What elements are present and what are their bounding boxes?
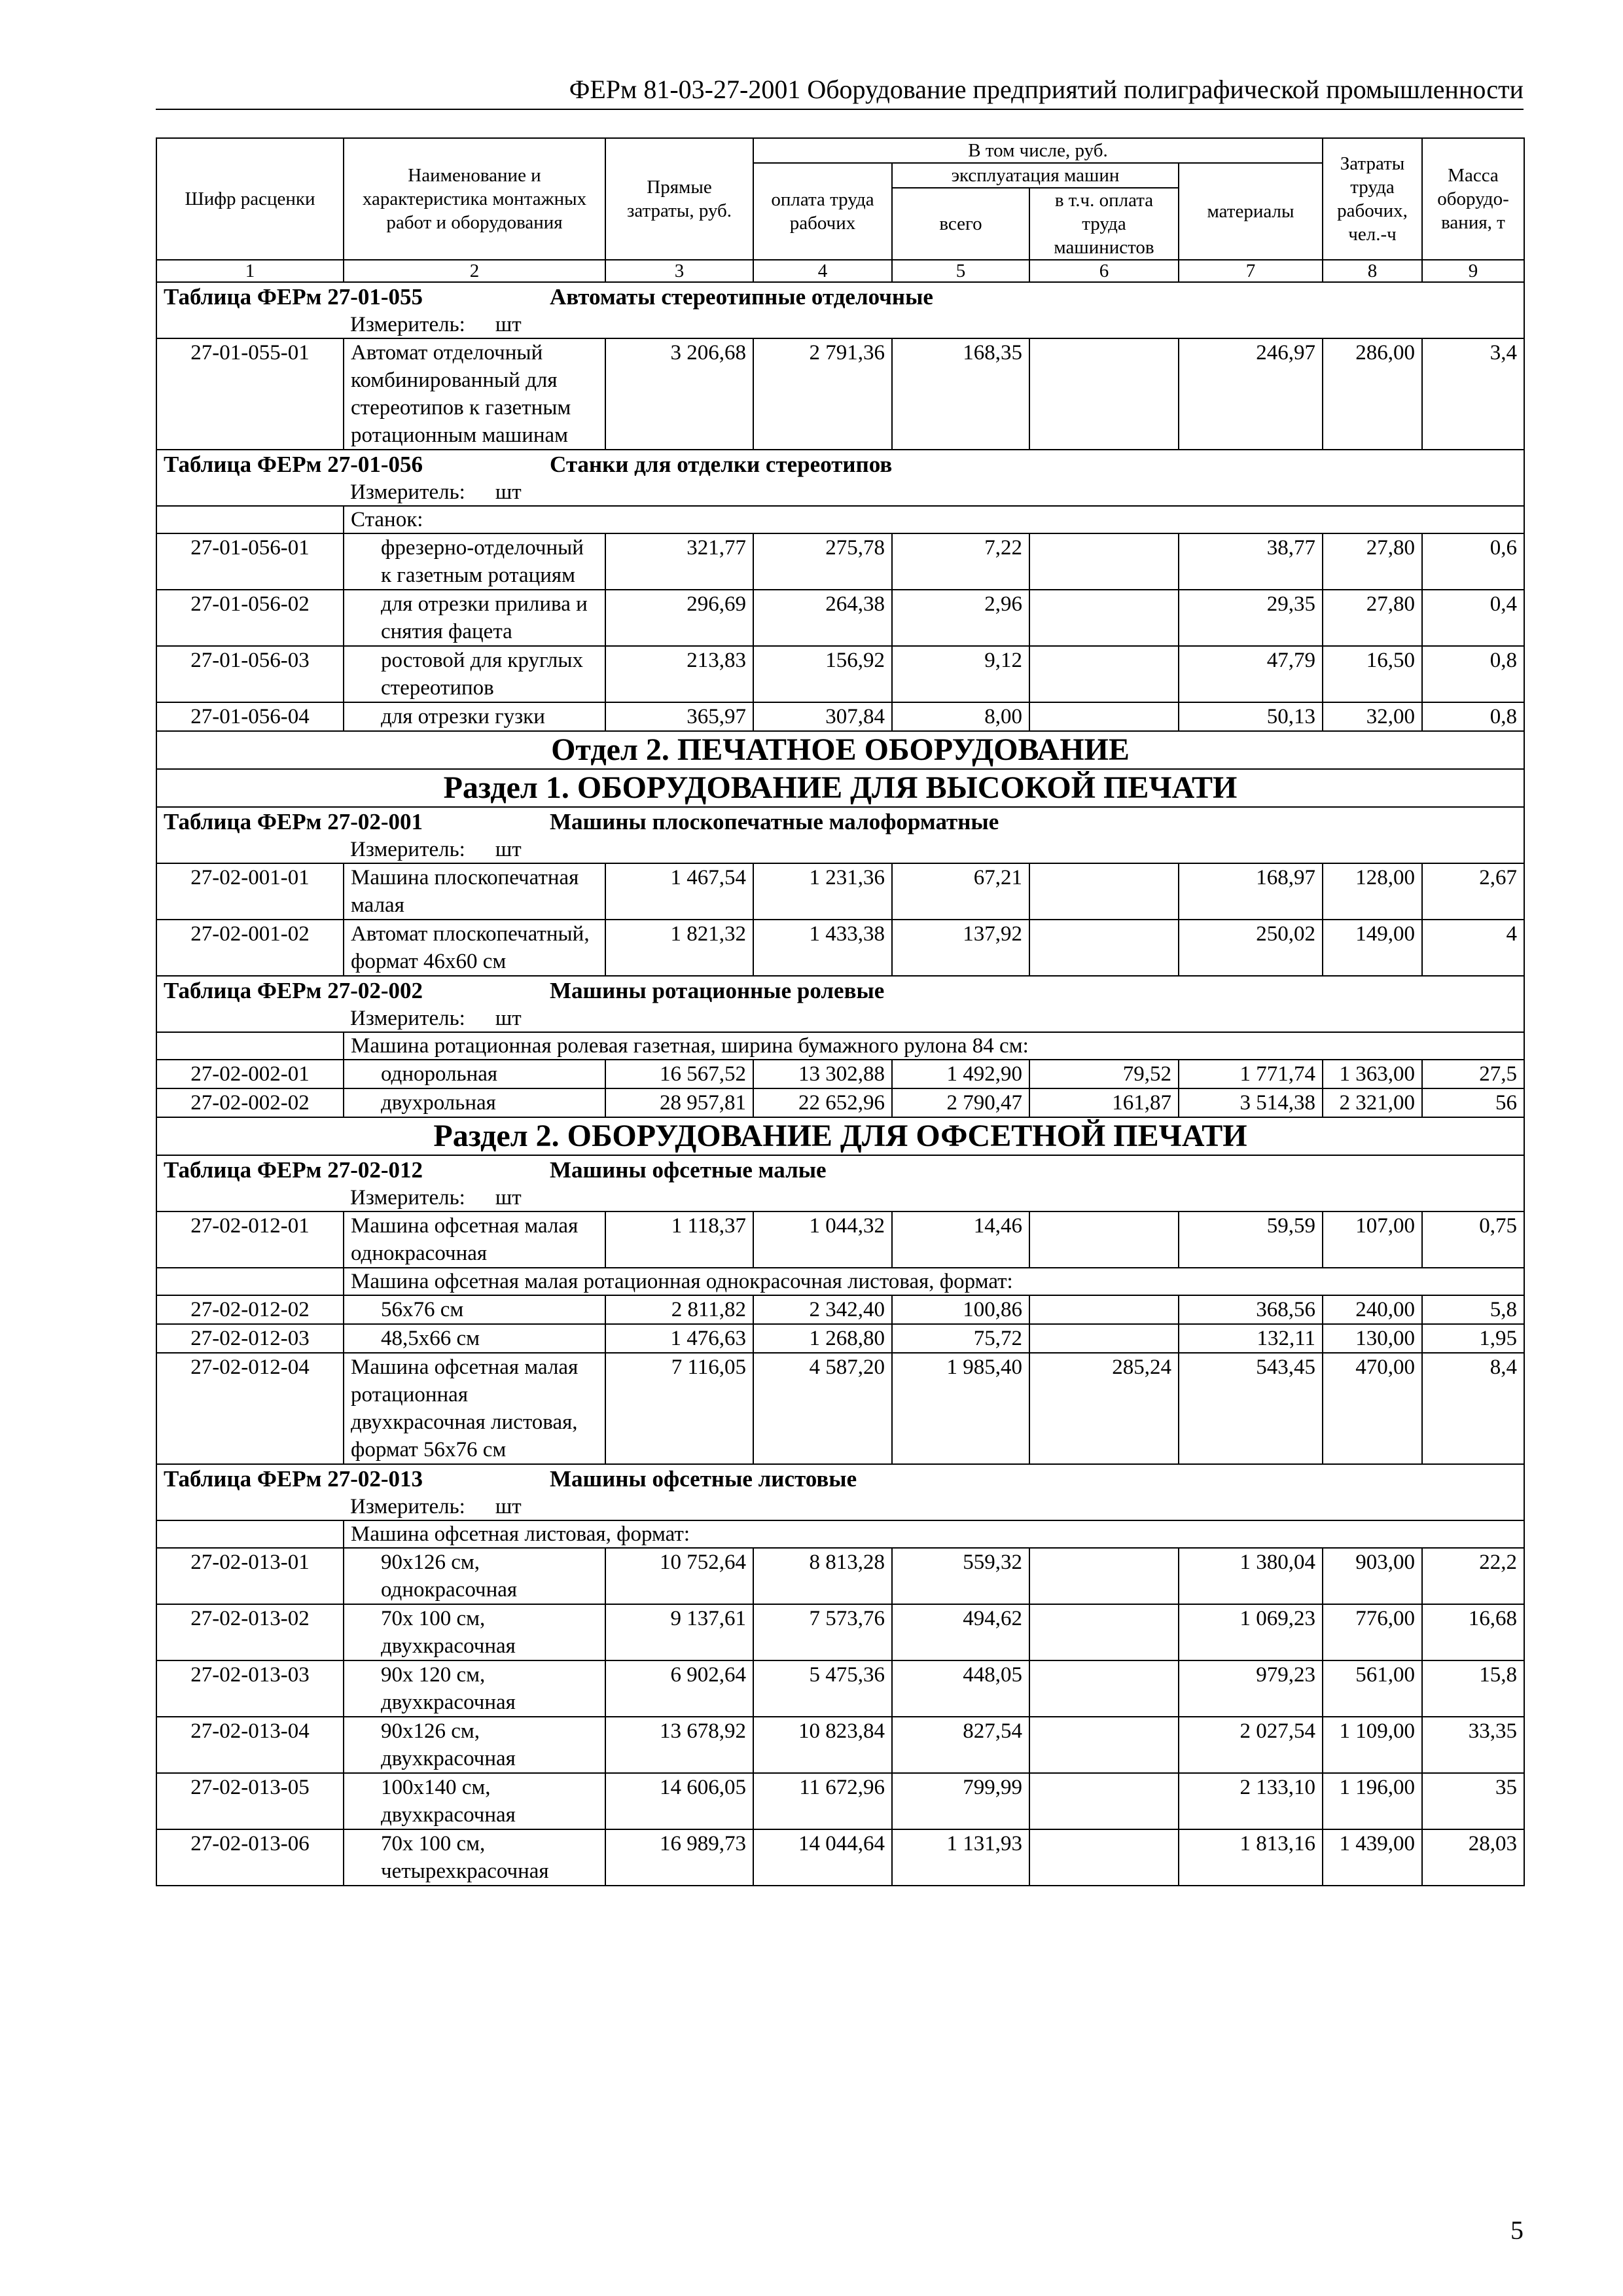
rate-code: 27-02-012-01 — [156, 1211, 344, 1268]
page-number: 5 — [1510, 2215, 1524, 2245]
blank-cell — [156, 506, 344, 533]
direct-cost: 365,97 — [605, 702, 753, 731]
rate-code: 27-01-056-01 — [156, 533, 344, 590]
rate-code: 27-02-002-02 — [156, 1088, 344, 1117]
machine-cost: 1 492,90 — [892, 1060, 1029, 1088]
machine-cost: 559,32 — [892, 1548, 1029, 1604]
table-title-row — [156, 976, 1524, 1005]
rate-row — [156, 1353, 1524, 1464]
col-header-code: Шифр расценки — [156, 138, 344, 260]
materials-cost: 59,59 — [1179, 1211, 1323, 1268]
machinist-pay — [1029, 646, 1179, 702]
machine-cost: 494,62 — [892, 1604, 1029, 1660]
equipment-mass: 28,03 — [1422, 1829, 1524, 1886]
unit-row — [156, 479, 1524, 506]
col-header-labor-pay: оплата труда рабочих — [753, 163, 892, 260]
section-title: Раздел 1. ОБОРУДОВАНИЕ ДЛЯ ВЫСОКОЙ ПЕЧАТИ — [156, 769, 1524, 807]
work-name: 56х76 см — [344, 1295, 605, 1324]
machine-cost: 2,96 — [892, 590, 1029, 646]
work-name: 100х140 см, двухкрасочная — [344, 1773, 605, 1829]
labor-hours: 130,00 — [1323, 1324, 1422, 1353]
rate-row — [156, 920, 1524, 976]
table-number: Таблица ФЕРм 27-02-001 — [164, 809, 423, 834]
machine-cost: 14,46 — [892, 1211, 1029, 1268]
rate-row — [156, 1060, 1524, 1088]
subgroup-row — [156, 1268, 1524, 1295]
materials-cost: 246,97 — [1179, 338, 1323, 450]
table-caption: Станки для отделки стереотипов — [550, 452, 893, 477]
direct-cost: 9 137,61 — [605, 1604, 753, 1660]
rate-row — [156, 1773, 1524, 1829]
work-name: 48,5х66 см — [344, 1324, 605, 1353]
rate-row — [156, 702, 1524, 731]
machinist-pay — [1029, 590, 1179, 646]
materials-cost: 50,13 — [1179, 702, 1323, 731]
direct-cost: 7 116,05 — [605, 1353, 753, 1464]
table-title — [156, 1155, 1524, 1185]
unit-value: шт — [495, 838, 522, 861]
table-number: Таблица ФЕРм 27-01-056 — [164, 452, 423, 477]
col-header-name: Наименование и характеристика монтажных работ и оборудования — [344, 138, 605, 260]
rate-code: 27-02-013-05 — [156, 1773, 344, 1829]
machinist-pay — [1029, 1295, 1179, 1324]
labor-hours: 1 363,00 — [1323, 1060, 1422, 1088]
rate-code: 27-01-056-03 — [156, 646, 344, 702]
blank-cell — [156, 1268, 344, 1295]
blank-cell — [156, 1005, 344, 1032]
machinist-pay — [1029, 533, 1179, 590]
unit-value: шт — [495, 480, 522, 504]
equipment-mass: 22,2 — [1422, 1548, 1524, 1604]
work-name: однорольная — [344, 1060, 605, 1088]
rate-code: 27-01-055-01 — [156, 338, 344, 450]
table-title — [156, 450, 1524, 479]
unit-label: Измеритель: — [350, 1495, 465, 1518]
rate-code: 27-02-013-04 — [156, 1717, 344, 1773]
materials-cost: 368,56 — [1179, 1295, 1323, 1324]
rate-code: 27-02-013-02 — [156, 1604, 344, 1660]
labor-hours: 16,50 — [1323, 646, 1422, 702]
section-row — [156, 731, 1524, 769]
unit-label: Измеритель: — [350, 1007, 465, 1030]
rate-row — [156, 1717, 1524, 1773]
blank-cell — [156, 1520, 344, 1548]
col-header-materials: материалы — [1179, 163, 1323, 260]
col-header-mass: Масса оборудо-вания, т — [1422, 138, 1524, 260]
labor-hours: 1 196,00 — [1323, 1773, 1422, 1829]
section-row — [156, 1117, 1524, 1155]
unit-row — [156, 836, 1524, 863]
table-title-row — [156, 1464, 1524, 1494]
machine-cost: 448,05 — [892, 1660, 1029, 1717]
equipment-mass: 0,6 — [1422, 533, 1524, 590]
col-number: 3 — [605, 260, 753, 282]
unit-value: шт — [495, 1186, 522, 1210]
materials-cost: 29,35 — [1179, 590, 1323, 646]
subgroup-row — [156, 1032, 1524, 1060]
direct-cost: 1 821,32 — [605, 920, 753, 976]
labor-pay: 10 823,84 — [753, 1717, 892, 1773]
subgroup-label: Станок: — [344, 506, 1524, 533]
machine-cost: 100,86 — [892, 1295, 1029, 1324]
machinist-pay — [1029, 1211, 1179, 1268]
rate-code: 27-02-001-02 — [156, 920, 344, 976]
table-caption: Машины ротационные ролевые — [550, 978, 885, 1003]
rate-row — [156, 1211, 1524, 1268]
unit-row — [156, 1005, 1524, 1032]
machine-cost: 799,99 — [892, 1773, 1029, 1829]
table-title-row — [156, 450, 1524, 479]
direct-cost: 321,77 — [605, 533, 753, 590]
machine-cost: 7,22 — [892, 533, 1029, 590]
labor-pay: 7 573,76 — [753, 1604, 892, 1660]
work-name: Автомат плоскопечатный, формат 46х60 см — [344, 920, 605, 976]
unit-cell — [344, 312, 1524, 338]
labor-pay: 1 268,80 — [753, 1324, 892, 1353]
labor-pay: 1 433,38 — [753, 920, 892, 976]
unit-label: Измеритель: — [350, 480, 465, 504]
unit-value: шт — [495, 1007, 522, 1030]
unit-value: шт — [495, 313, 522, 336]
machinist-pay — [1029, 1829, 1179, 1886]
section-title: Отдел 2. ПЕЧАТНОЕ ОБОРУДОВАНИЕ — [156, 731, 1524, 769]
running-header: ФЕРм 81-03-27-2001 Оборудование предприятий полиграфической промышленности — [156, 73, 1524, 110]
direct-cost: 10 752,64 — [605, 1548, 753, 1604]
blank-cell — [156, 836, 344, 863]
rate-row — [156, 590, 1524, 646]
labor-hours: 286,00 — [1323, 338, 1422, 450]
labor-hours: 1 109,00 — [1323, 1717, 1422, 1773]
materials-cost: 1 069,23 — [1179, 1604, 1323, 1660]
labor-pay: 1 044,32 — [753, 1211, 892, 1268]
work-name: двухрольная — [344, 1088, 605, 1117]
blank-cell — [156, 479, 344, 506]
labor-hours: 27,80 — [1323, 590, 1422, 646]
col-header-incl: В том числе, руб. — [753, 138, 1323, 163]
table-caption: Машины офсетные малые — [550, 1157, 827, 1183]
rate-row — [156, 1660, 1524, 1717]
table-caption: Автоматы стереотипные отделочные — [550, 284, 933, 310]
machinist-pay — [1029, 920, 1179, 976]
col-number: 7 — [1179, 260, 1323, 282]
direct-cost: 1 118,37 — [605, 1211, 753, 1268]
equipment-mass: 0,8 — [1422, 702, 1524, 731]
rate-row — [156, 1829, 1524, 1886]
machinist-pay — [1029, 1604, 1179, 1660]
unit-cell — [344, 1185, 1524, 1211]
machinist-pay — [1029, 1773, 1179, 1829]
table-body — [156, 282, 1524, 1886]
rate-row — [156, 1088, 1524, 1117]
direct-cost: 1 467,54 — [605, 863, 753, 920]
col-header-direct: Прямые затраты, руб. — [605, 138, 753, 260]
labor-pay: 275,78 — [753, 533, 892, 590]
section-row — [156, 769, 1524, 807]
labor-pay: 8 813,28 — [753, 1548, 892, 1604]
rate-code: 27-01-056-04 — [156, 702, 344, 731]
unit-cell — [344, 1494, 1524, 1520]
col-number: 8 — [1323, 260, 1422, 282]
machine-cost: 827,54 — [892, 1717, 1029, 1773]
direct-cost: 3 206,68 — [605, 338, 753, 450]
rate-code: 27-02-012-03 — [156, 1324, 344, 1353]
work-name: 70х 100 см, двухкрасочная — [344, 1604, 605, 1660]
labor-hours: 240,00 — [1323, 1295, 1422, 1324]
labor-hours: 776,00 — [1323, 1604, 1422, 1660]
machine-cost: 8,00 — [892, 702, 1029, 731]
unit-cell — [344, 836, 1524, 863]
labor-pay: 307,84 — [753, 702, 892, 731]
direct-cost: 16 989,73 — [605, 1829, 753, 1886]
unit-row — [156, 1185, 1524, 1211]
rate-code: 27-02-012-04 — [156, 1353, 344, 1464]
labor-pay: 1 231,36 — [753, 863, 892, 920]
materials-cost: 1 771,74 — [1179, 1060, 1323, 1088]
table-number: Таблица ФЕРм 27-02-013 — [164, 1466, 423, 1492]
equipment-mass: 8,4 — [1422, 1353, 1524, 1464]
work-name: для отрезки гузки — [344, 702, 605, 731]
machinist-pay — [1029, 338, 1179, 450]
work-name: 90х126 см, однокрасочная — [344, 1548, 605, 1604]
labor-pay: 22 652,96 — [753, 1088, 892, 1117]
direct-cost: 28 957,81 — [605, 1088, 753, 1117]
blank-cell — [156, 312, 344, 338]
equipment-mass: 1,95 — [1422, 1324, 1524, 1353]
materials-cost: 543,45 — [1179, 1353, 1323, 1464]
equipment-mass: 4 — [1422, 920, 1524, 976]
machinist-pay — [1029, 1717, 1179, 1773]
machinist-pay — [1029, 1548, 1179, 1604]
subgroup-label: Машина ротационная ролевая газетная, ширина бумажного рулона 84 см: — [344, 1032, 1524, 1060]
direct-cost: 1 476,63 — [605, 1324, 753, 1353]
equipment-mass: 35 — [1422, 1773, 1524, 1829]
blank-cell — [156, 1494, 344, 1520]
unit-label: Измеритель: — [350, 313, 465, 336]
table-number: Таблица ФЕРм 27-01-055 — [164, 284, 423, 310]
blank-cell — [156, 1032, 344, 1060]
machinist-pay — [1029, 1324, 1179, 1353]
table-title-row — [156, 807, 1524, 836]
equipment-mass: 15,8 — [1422, 1660, 1524, 1717]
materials-cost: 1 813,16 — [1179, 1829, 1323, 1886]
table-title — [156, 807, 1524, 836]
rate-code: 27-02-002-01 — [156, 1060, 344, 1088]
equipment-mass: 56 — [1422, 1088, 1524, 1117]
labor-pay: 2 342,40 — [753, 1295, 892, 1324]
rate-row — [156, 863, 1524, 920]
labor-hours: 2 321,00 — [1323, 1088, 1422, 1117]
unit-row — [156, 1494, 1524, 1520]
work-name: 90х126 см, двухкрасочная — [344, 1717, 605, 1773]
labor-pay: 5 475,36 — [753, 1660, 892, 1717]
col-header-machines-total: всего — [892, 188, 1029, 260]
unit-label: Измеритель: — [350, 1186, 465, 1210]
col-number: 1 — [156, 260, 344, 282]
equipment-mass: 27,5 — [1422, 1060, 1524, 1088]
equipment-mass: 3,4 — [1422, 338, 1524, 450]
labor-hours: 149,00 — [1323, 920, 1422, 976]
rate-row — [156, 338, 1524, 450]
machinist-pay: 79,52 — [1029, 1060, 1179, 1088]
table-title — [156, 976, 1524, 1005]
machinist-pay — [1029, 702, 1179, 731]
rate-code: 27-02-001-01 — [156, 863, 344, 920]
subgroup-label: Машина офсетная малая ротационная однокрасочная листовая, формат: — [344, 1268, 1524, 1295]
machine-cost: 1 985,40 — [892, 1353, 1029, 1464]
section-title: Раздел 2. ОБОРУДОВАНИЕ ДЛЯ ОФСЕТНОЙ ПЕЧАТИ — [156, 1117, 1524, 1155]
machinist-pay — [1029, 863, 1179, 920]
unit-row — [156, 312, 1524, 338]
rate-row — [156, 1295, 1524, 1324]
unit-value: шт — [495, 1495, 522, 1518]
rate-code: 27-01-056-02 — [156, 590, 344, 646]
materials-cost: 979,23 — [1179, 1660, 1323, 1717]
machine-cost: 67,21 — [892, 863, 1029, 920]
direct-cost: 2 811,82 — [605, 1295, 753, 1324]
subgroup-row — [156, 506, 1524, 533]
rate-code: 27-02-013-01 — [156, 1548, 344, 1604]
work-name: 70х 100 см, четырехкрасочная — [344, 1829, 605, 1886]
table-title — [156, 282, 1524, 312]
materials-cost: 38,77 — [1179, 533, 1323, 590]
machinist-pay: 161,87 — [1029, 1088, 1179, 1117]
direct-cost: 213,83 — [605, 646, 753, 702]
machine-cost: 1 131,93 — [892, 1829, 1029, 1886]
labor-hours: 561,00 — [1323, 1660, 1422, 1717]
rate-row — [156, 533, 1524, 590]
direct-cost: 14 606,05 — [605, 1773, 753, 1829]
work-name: 90х 120 см, двухкрасочная — [344, 1660, 605, 1717]
subgroup-row — [156, 1520, 1524, 1548]
materials-cost: 3 514,38 — [1179, 1088, 1323, 1117]
rate-row — [156, 646, 1524, 702]
col-number: 2 — [344, 260, 605, 282]
table-title-row — [156, 282, 1524, 312]
machine-cost: 75,72 — [892, 1324, 1029, 1353]
unit-cell — [344, 479, 1524, 506]
labor-pay: 14 044,64 — [753, 1829, 892, 1886]
col-number: 4 — [753, 260, 892, 282]
equipment-mass: 33,35 — [1422, 1717, 1524, 1773]
col-number: 9 — [1422, 260, 1524, 282]
labor-pay: 2 791,36 — [753, 338, 892, 450]
equipment-mass: 0,4 — [1422, 590, 1524, 646]
rate-row — [156, 1548, 1524, 1604]
table-title-row — [156, 1155, 1524, 1185]
rate-row — [156, 1324, 1524, 1353]
equipment-mass: 16,68 — [1422, 1604, 1524, 1660]
equipment-mass: 2,67 — [1422, 863, 1524, 920]
direct-cost: 13 678,92 — [605, 1717, 753, 1773]
work-name: Машина офсетная малая ротационная двухкрасочная листовая, формат 56х76 см — [344, 1353, 605, 1464]
materials-cost: 1 380,04 — [1179, 1548, 1323, 1604]
materials-cost: 2 027,54 — [1179, 1717, 1323, 1773]
work-name: Машина плоскопечатная малая — [344, 863, 605, 920]
materials-cost: 47,79 — [1179, 646, 1323, 702]
table-caption: Машины плоскопечатные малоформатные — [550, 809, 999, 834]
materials-cost: 168,97 — [1179, 863, 1323, 920]
unit-cell — [344, 1005, 1524, 1032]
equipment-mass: 5,8 — [1422, 1295, 1524, 1324]
labor-hours: 1 439,00 — [1323, 1829, 1422, 1886]
subgroup-label: Машина офсетная листовая, формат: — [344, 1520, 1524, 1548]
rate-code: 27-02-013-06 — [156, 1829, 344, 1886]
labor-hours: 470,00 — [1323, 1353, 1422, 1464]
col-header-machinists-pay: в т.ч. оплата труда машинистов — [1029, 188, 1179, 260]
work-name: Машина офсетная малая однокрасочная — [344, 1211, 605, 1268]
machine-cost: 2 790,47 — [892, 1088, 1029, 1117]
machine-cost: 137,92 — [892, 920, 1029, 976]
labor-hours: 27,80 — [1323, 533, 1422, 590]
blank-cell — [156, 1185, 344, 1211]
work-name: Автомат отделочный комбинированный для стереотипов к газетным ротационным машинам — [344, 338, 605, 450]
machine-cost: 168,35 — [892, 338, 1029, 450]
rate-row — [156, 1604, 1524, 1660]
direct-cost: 296,69 — [605, 590, 753, 646]
labor-pay: 264,38 — [753, 590, 892, 646]
materials-cost: 2 133,10 — [1179, 1773, 1323, 1829]
rate-code: 27-02-013-03 — [156, 1660, 344, 1717]
labor-hours: 107,00 — [1323, 1211, 1422, 1268]
work-name: фрезерно-отделочный к газетным ротациям — [344, 533, 605, 590]
table-number: Таблица ФЕРм 27-02-002 — [164, 978, 423, 1003]
materials-cost: 250,02 — [1179, 920, 1323, 976]
labor-pay: 13 302,88 — [753, 1060, 892, 1088]
direct-cost: 6 902,64 — [605, 1660, 753, 1717]
table-header — [156, 138, 1524, 282]
labor-hours: 903,00 — [1323, 1548, 1422, 1604]
table-caption: Машины офсетные листовые — [550, 1466, 857, 1492]
machine-cost: 9,12 — [892, 646, 1029, 702]
table-title — [156, 1464, 1524, 1494]
labor-hours: 128,00 — [1323, 863, 1422, 920]
labor-pay: 4 587,20 — [753, 1353, 892, 1464]
rates-table — [156, 137, 1525, 1886]
col-header-labor: Затраты труда рабочих, чел.-ч — [1323, 138, 1422, 260]
rate-code: 27-02-012-02 — [156, 1295, 344, 1324]
col-number: 6 — [1029, 260, 1179, 282]
machinist-pay — [1029, 1660, 1179, 1717]
machinist-pay: 285,24 — [1029, 1353, 1179, 1464]
col-number: 5 — [892, 260, 1029, 282]
direct-cost: 16 567,52 — [605, 1060, 753, 1088]
labor-pay: 11 672,96 — [753, 1773, 892, 1829]
unit-label: Измеритель: — [350, 838, 465, 861]
work-name: ростовой для круглых стереотипов — [344, 646, 605, 702]
labor-hours: 32,00 — [1323, 702, 1422, 731]
col-header-machines: эксплуатация машин — [892, 163, 1179, 188]
work-name: для отрезки прилива и снятия фацета — [344, 590, 605, 646]
equipment-mass: 0,8 — [1422, 646, 1524, 702]
labor-pay: 156,92 — [753, 646, 892, 702]
materials-cost: 132,11 — [1179, 1324, 1323, 1353]
equipment-mass: 0,75 — [1422, 1211, 1524, 1268]
table-number: Таблица ФЕРм 27-02-012 — [164, 1157, 423, 1183]
